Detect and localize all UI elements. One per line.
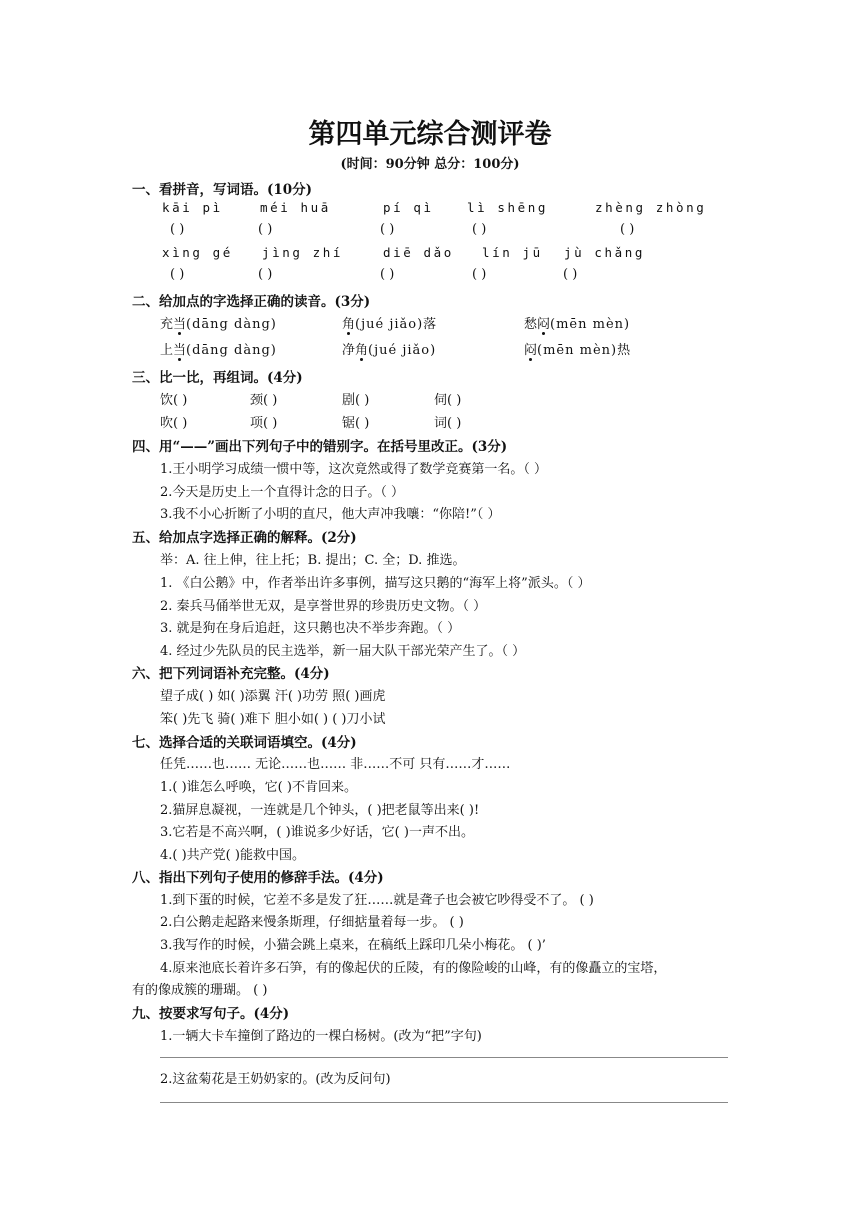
question-item: 1.一辆大卡车撞倒了路边的一棵白杨树。(改为“把”字句) <box>160 1029 482 1044</box>
reading-choice: 净角(jué jiǎo) <box>342 343 437 358</box>
pinyin-item: lì shēng <box>467 200 549 215</box>
pinyin-item: pí qì <box>383 200 434 215</box>
pinyin-item: zhèng zhòng <box>595 200 707 215</box>
reading-choice: 闷(mēn mèn)热 <box>524 343 632 358</box>
reading-choice: 充当(dāng dàng) <box>160 317 277 332</box>
word-blank[interactable]: 伺( ) <box>434 393 462 408</box>
question-item: 4.原来池底长着许多石笋，有的像起伏的丘陵，有的像险峻的山峰，有的像矗立的宝塔， <box>160 961 667 976</box>
answer-box[interactable]: ( ) <box>170 222 185 237</box>
word-blank[interactable]: 饮( ) <box>160 393 188 408</box>
pinyin-item: méi huā <box>260 200 331 215</box>
answer-box[interactable]: ( ) <box>258 267 273 282</box>
word-blank[interactable]: 词( ) <box>434 416 462 431</box>
word-blank[interactable]: 项( ) <box>250 416 278 431</box>
section-3-heading: 三、比一比，再组词。(4分) <box>132 370 303 386</box>
question-item: 4.( )共产党( )能救中国。 <box>160 848 305 863</box>
word-options: 任凭……也…… 无论……也…… 非……不可 只有……才…… <box>160 757 511 772</box>
pinyin-item: jìng zhí <box>262 245 344 260</box>
word-blank[interactable]: 颈( ) <box>250 393 278 408</box>
question-item: 2.这盆菊花是王奶奶家的。(改为反问句) <box>160 1072 391 1087</box>
idiom-row: 望子成( ) 如( )添翼 汗( )功劳 照( )画虎 <box>160 689 386 704</box>
reading-choice: 愁闷(mēn mèn) <box>524 317 631 332</box>
pinyin-item: lín jū <box>482 245 543 260</box>
section-4-heading: 四、用“——”画出下列句子中的错别字。在括号里改正。(3分) <box>132 439 508 455</box>
question-item-continued: 有的像成簇的珊瑚。 ( ) <box>132 983 268 998</box>
answer-box[interactable]: ( ) <box>380 222 395 237</box>
section-8-heading: 八、指出下列句子使用的修辞手法。(4分) <box>132 870 384 886</box>
question-item: 1. 《白公鹅》中，作者举出许多事例，描写这只鹅的“海军上将”派头。（ ） <box>160 576 591 591</box>
question-item: 3.我不小心折断了小明的直尺，他大声冲我嚷：“你陪!”（ ） <box>160 507 501 522</box>
question-item: 3.它若是不高兴啊，( )谁说多少好话，它( )一声不出。 <box>160 825 474 840</box>
answer-box[interactable]: ( ) <box>472 222 487 237</box>
answer-box[interactable]: ( ) <box>472 267 487 282</box>
reading-choice: 上当(dāng dàng) <box>160 343 277 358</box>
section-1-heading: 一、看拼音，写词语。(10分) <box>132 182 313 198</box>
section-9-heading: 九、按要求写句子。(4分) <box>132 1006 290 1022</box>
pinyin-item: kāi pì <box>162 200 223 215</box>
answer-line[interactable] <box>160 1057 728 1058</box>
page-title: 第四单元综合测评卷 <box>308 119 552 150</box>
question-item: 3. 就是狗在身后追赶，这只鹅也决不举步奔跑。（ ） <box>160 621 461 636</box>
answer-box[interactable]: ( ) <box>380 267 395 282</box>
question-item: 1.到下蛋的时候，它差不多是发了狂……就是聋子也会被它吵得受不了。 ( ) <box>160 893 594 908</box>
section-2-heading: 二、给加点的字选择正确的读音。(3分) <box>132 294 371 310</box>
section-7-heading: 七、选择合适的关联词语填空。(4分) <box>132 735 357 751</box>
answer-line[interactable] <box>160 1102 728 1103</box>
answer-box[interactable]: ( ) <box>170 267 185 282</box>
word-blank[interactable]: 吹( ) <box>160 416 188 431</box>
question-item: 3.我写作的时候，小猫会跳上桌来，在稿纸上踩印几朵小梅花。 ( )’ <box>160 938 546 953</box>
pinyin-item: diē dǎo <box>383 245 454 260</box>
pinyin-item: jù chǎng <box>564 245 646 260</box>
question-item: 2.今天是历史上一个直得计念的日子。（ ） <box>160 485 405 500</box>
word-blank[interactable]: 锯( ) <box>342 416 370 431</box>
idiom-row: 笨( )先飞 骑( )难下 胆小如( ) ( )刀小试 <box>160 712 386 727</box>
question-item: 4. 经过少先队员的民主选举，新一届大队干部光荣产生了。（ ） <box>160 644 526 659</box>
section-6-heading: 六、把下列词语补充完整。(4分) <box>132 666 330 682</box>
answer-box[interactable]: ( ) <box>620 222 635 237</box>
question-item: 2.猫屏息凝视，一连就是几个钟头，( )把老鼠等出来( )! <box>160 803 480 818</box>
question-item: 1.( )谁怎么呼唤，它( )不肯回来。 <box>160 780 357 795</box>
reading-choice: 角(jué jiǎo)落 <box>342 317 438 332</box>
answer-box[interactable]: ( ) <box>563 267 578 282</box>
pinyin-item: xìng gé <box>162 245 233 260</box>
question-item: 2.白公鹅走起路来慢条斯理，仔细掂量着每一步。 ( ) <box>160 915 464 930</box>
word-blank[interactable]: 剧( ) <box>342 393 370 408</box>
definition-list: 举：A. 往上伸，往上托；B. 提出；C. 全；D. 推选。 <box>160 553 466 568</box>
exam-info: (时间：90分钟 总分：100分) <box>340 157 520 172</box>
section-5-heading: 五、给加点字选择正确的解释。(2分) <box>132 530 357 546</box>
answer-box[interactable]: ( ) <box>258 222 273 237</box>
question-item: 2. 秦兵马俑举世无双，是享誉世界的珍贵历史文物。（ ） <box>160 599 487 614</box>
question-item: 1.王小明学习成绩一惯中等，这次竟然或得了数学竞赛第一名。（ ） <box>160 462 548 477</box>
